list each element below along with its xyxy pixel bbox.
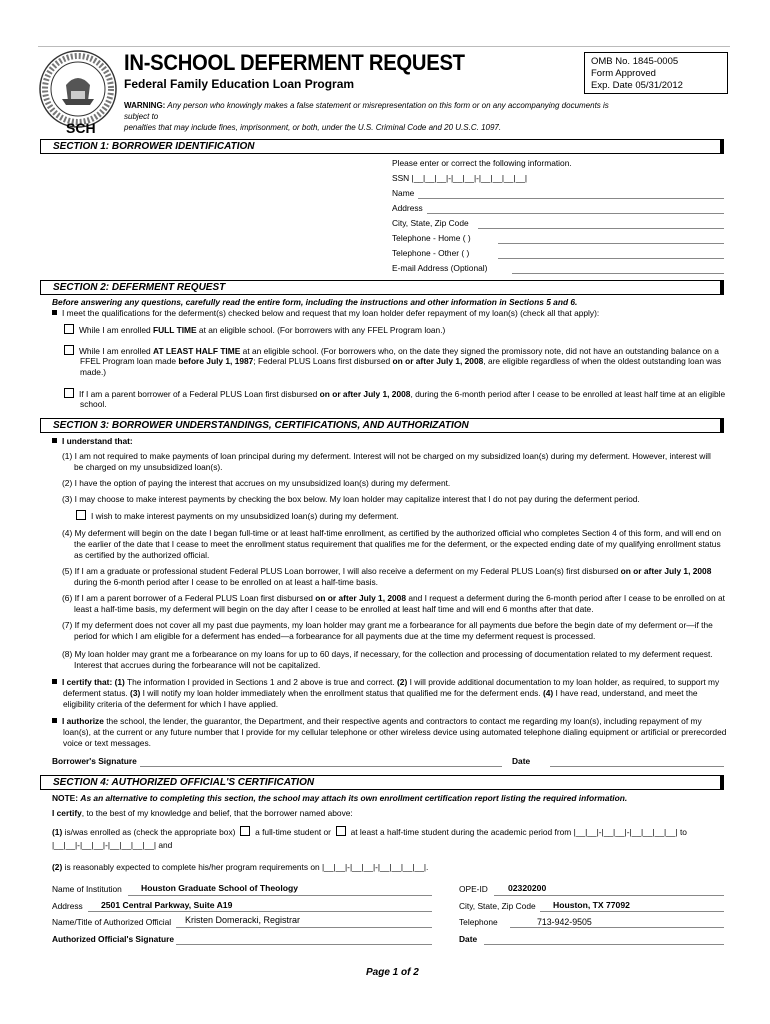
item-6-text-end: and I request a deferment during the 6-month period after I cease to be enrolled on at: [406, 593, 725, 603]
city-4-label: City, State, Zip Code: [459, 901, 536, 911]
bullet-icon: [52, 679, 57, 684]
telephone-4-label: Telephone: [459, 917, 498, 927]
authorize-text-1: the school, the lender, the guarantor, the Department, and their respective agents and contractors to contact me regarding my loan(s), including repayment of my: [103, 716, 702, 726]
authorize-bold: I authorize: [62, 716, 104, 726]
borrower-signature-field[interactable]: [140, 766, 502, 767]
email-field[interactable]: [512, 273, 724, 274]
city-state-zip-field[interactable]: [478, 228, 724, 229]
official-date-field[interactable]: [484, 944, 724, 945]
city-state-zip-label: City, State, Zip Code: [392, 218, 469, 228]
bullet-icon: [52, 718, 57, 723]
item-7-line2: period for which I am eligible for a deferment has ended—a forbearance for all payments due at the time my deferment request is processed.: [74, 631, 596, 641]
expiration-date: Exp. Date 05/31/2012: [591, 80, 683, 91]
email-label: E-mail Address (Optional): [392, 263, 488, 273]
ope-id-line: [494, 895, 724, 896]
ope-id-label: OPE-ID: [459, 884, 488, 894]
item-4-line1: (4) My deferment will begin on the date I began full-time or at least half-time enrollment, as certified by the authorized official who completes Section 4 of this form, and will end on: [62, 528, 722, 538]
item-5-bold: on or after July 1, 2008: [620, 566, 712, 576]
item-1-line2: be charged on my unsubsidized loan(s).: [74, 462, 223, 472]
warning-label: WARNING:: [124, 101, 166, 110]
note-text: As an alternative to completing this section, the school may attach its own enrollment certification report listing the required information.: [80, 793, 628, 803]
opt2-line2-d: on or after July 1, 2008: [392, 356, 484, 366]
opt2-line2-c: ; Federal PLUS Loans first disbursed: [253, 356, 393, 366]
telephone-4-line: [510, 927, 724, 928]
form-code: SCH: [66, 120, 96, 136]
form-title: IN-SCHOOL DEFERMENT REQUEST: [124, 50, 465, 75]
certify-bold: I certify that: (1): [62, 677, 125, 687]
authorize-line3: voice or text messages.: [63, 738, 151, 748]
section-4-note: [52, 793, 627, 804]
telephone-home-field[interactable]: [498, 243, 724, 244]
half-time-student-label: at least a half-time student during the academic period from |__|__|-|__|__|-|__|__|__|__| to: [350, 827, 687, 837]
form-subtitle: Federal Family Education Loan Program: [124, 77, 355, 91]
certify-line1: [52, 677, 719, 688]
interest-payment-checkbox[interactable]: [76, 510, 86, 520]
opt3-bold: on or after July 1, 2008: [319, 389, 411, 399]
opt3-text: If I am a parent borrower of a Federal PLUS Loan first disbursed: [79, 389, 320, 399]
opt3-text-end: , during the 6-month period after I cease to be enrolled at least half time at an eligible: [410, 389, 726, 399]
note-label: NOTE:: [52, 793, 81, 803]
item-4-line3: as certified by the authorized official.: [74, 550, 210, 560]
item-1-line1: (1) I am not required to make payments of loan principal during my deferment. Interest will not be charged on my subsidized loan(s) during my deferment. However, interest will: [62, 451, 711, 461]
enrollment-num-1: (1): [52, 827, 63, 837]
item-5-line2: during the 6-month period after I cease to be enrolled on at least a half-time basis.: [74, 577, 379, 587]
telephone-other-label: Telephone - Other ( ): [392, 248, 470, 258]
opt1-text: While I am enrolled: [79, 325, 154, 335]
city-4-value[interactable]: Houston, TX 77092: [553, 900, 630, 910]
enrollment-line1: [52, 826, 687, 838]
opt2-line2-a: FFEL Program loan made: [80, 356, 179, 366]
warning-text: [124, 100, 624, 133]
item-8-line1: (8) My loan holder may grant me a forbearance on my loans for up to 60 days, if necessary, for the collection and processing of documentation related to my deferment request.: [62, 649, 713, 659]
warning-line-1: Any person who knowingly makes a false statement or misrepresentation on this form or on any accompanying documents is subject to: [124, 101, 609, 121]
interest-payment-text: I wish to make interest payments on my unsubsidized loan(s) during my deferment.: [91, 511, 399, 521]
address-4-label: Address: [52, 901, 83, 911]
certify-num-2: (2): [397, 677, 408, 687]
item-5-line1: [62, 566, 711, 577]
item-7-line1: (7) If my deferment does not cover all my past due payments, my loan holder may grant me a forbearance for all payments due before the begin date of my deferment or—if the: [62, 620, 713, 630]
half-time-option-line3: made.): [80, 367, 107, 377]
completion-text: is reasonably expected to complete his/her program requirements on |__|__|-|__|__|-|__|__|__|__|.: [62, 862, 429, 872]
warning-line-2: penalties that may include fines, imprisonment, or both, under the U.S. Criminal Code and 20 U.S.C. 1097.: [124, 123, 502, 132]
telephone-4-value[interactable]: 713-942-9505: [537, 917, 592, 927]
item-5-text: (5) If I am a graduate or professional student Federal PLUS Loan borrower, I will also receive a deferment on my Federal PLUS Loan(s) first disbursed: [62, 566, 621, 576]
certify-text-5: I have read, understand, and meet the: [553, 688, 698, 698]
borrower-signature-label: Borrower's Signature: [52, 756, 137, 766]
certify-line3: eligibility criteria of the deferment for which I have applied.: [63, 699, 279, 709]
address-label: Address: [392, 203, 423, 213]
i-understand: [52, 436, 133, 447]
certify-text-4: I will notify my loan holder immediately when the enrollment status that qualified me for the deferment ends.: [140, 688, 543, 698]
omb-box: [584, 52, 728, 94]
full-time-student-checkbox[interactable]: [240, 826, 250, 836]
opt1-text-end: at an eligible school. (For borrowers with any FFEL Program loan.): [196, 325, 446, 335]
section-4-certify: [52, 808, 353, 819]
opt2-text: While I am enrolled: [79, 346, 154, 356]
opt1-bold: FULL TIME: [153, 325, 197, 335]
item-3: (3) I may choose to make interest payments by checking the box below. My loan holder may capitalize interest that I do not pay during the deferment period.: [62, 494, 640, 504]
authorize-line2: loan(s), at the current or any future number that I provide for my cellular telephone or other wireless device using automated telephone dialing equipment or artificial or prerecorded: [63, 727, 727, 737]
certify-text: , to the best of my knowledge and belief, that the borrower named above:: [81, 808, 353, 818]
department-of-education-seal: [38, 49, 118, 129]
enrollment-text: is/was enrolled as (check the appropriate box): [62, 827, 236, 837]
qualify-text: I meet the qualifications for the deferment(s) checked below and request that my loan holder defer repayment of my loan(s) (check all that apply):: [62, 308, 600, 318]
ope-id-value[interactable]: 02320200: [508, 883, 547, 893]
item-4-line2: the earlier of the date that I cease to meet the enrollment status requirement that qualifies me for the deferment, or the expected ending date of my qualifying enrollment status: [74, 539, 721, 549]
official-name-line: [176, 927, 432, 928]
full-time-checkbox[interactable]: [64, 324, 74, 334]
section-4-header: SECTION 4: AUTHORIZED OFFICIAL'S CERTIFICATION: [40, 775, 724, 790]
borrower-date-label: Date: [512, 756, 531, 766]
official-name-value[interactable]: Kristen Domeracki, Registrar: [185, 915, 301, 925]
item-6-line2: least a half-time basis, my deferment will begin on the day after I cease to be enrolled at least half time and will end 6 months after that date.: [74, 604, 594, 614]
official-signature-field[interactable]: [176, 944, 432, 945]
parent-plus-option-line2: school.: [80, 399, 107, 409]
certify-line2: [63, 688, 698, 699]
certify-text-1: The information I provided in Sections 1 and 2 above is true and correct.: [124, 677, 398, 687]
opt2-line2-e: , are eligible regardless of when the oldest outstanding loan was: [483, 356, 722, 366]
institution-label: Name of Institution: [52, 884, 122, 894]
item-6-text: (6) If I am a parent borrower of a Federal PLUS Loan first disbursed: [62, 593, 316, 603]
interest-payment-option[interactable]: [76, 510, 399, 522]
official-signature-label: Authorized Official's Signature: [52, 934, 175, 944]
section-3-header: SECTION 3: BORROWER UNDERSTANDINGS, CERTIFICATIONS, AND AUTHORIZATION: [40, 418, 724, 433]
official-name-label: Name/Title of Authorized Official: [52, 917, 172, 927]
form-approved: Form Approved: [591, 68, 656, 79]
item-8-line2: Interest that accrues during the forbearance will not be capitalized.: [74, 660, 321, 670]
name-field[interactable]: [418, 198, 724, 199]
borrower-date-field[interactable]: [550, 766, 724, 767]
telephone-other-field[interactable]: [498, 258, 724, 259]
certify-text-2: I will provide additional documentation to my loan holder, as required, to support my: [407, 677, 720, 687]
opt2-bold: AT LEAST HALF TIME: [153, 346, 241, 356]
official-date-label: Date: [459, 934, 478, 944]
address-4-value[interactable]: 2501 Central Parkway, Suite A19: [101, 900, 233, 910]
item-6-line1: [62, 593, 725, 604]
section-2-header: SECTION 2: DEFERMENT REQUEST: [40, 280, 724, 295]
understand-text: I understand that:: [62, 436, 133, 446]
full-time-student-label: a full-time student or: [255, 827, 331, 837]
item-2: (2) I have the option of paying the interest that accrues on my unsubsidized loan(s) during my deferment.: [62, 478, 451, 488]
authorize-line1: [52, 716, 702, 727]
name-label: Name: [392, 188, 415, 198]
address-field[interactable]: [427, 213, 724, 214]
full-time-option[interactable]: [64, 324, 445, 336]
telephone-home-label: Telephone - Home ( ): [392, 233, 471, 243]
section-1-header: SECTION 1: BORROWER IDENTIFICATION: [40, 139, 724, 154]
address-4-line: [88, 911, 432, 912]
completion-num: (2): [52, 862, 63, 872]
omb-number: OMB No. 1845-0005: [591, 56, 679, 67]
certify-num-3: (3): [130, 688, 141, 698]
half-time-student-checkbox[interactable]: [336, 826, 346, 836]
half-time-checkbox[interactable]: [64, 345, 74, 355]
enrollment-line2[interactable]: |__|__|-|__|__|-|__|__|__|__| and: [52, 840, 173, 850]
ssn-field[interactable]: SSN |__|__|__|-|__|__|-|__|__|__|__|: [392, 173, 528, 183]
section-2-qualify: [52, 308, 599, 319]
bullet-icon: [52, 310, 57, 315]
institution-value[interactable]: Houston Graduate School of Theology: [141, 883, 299, 893]
half-time-option-line2: [80, 356, 721, 367]
opt2-text-end: at an eligible school. (For borrowers who, on the date they signed the promissory note, did not have an outstanding balance on a: [240, 346, 719, 356]
completion-line: [52, 862, 428, 873]
top-rule: [38, 46, 730, 47]
certify-label: I certify: [52, 808, 82, 818]
bullet-icon: [52, 438, 57, 443]
certify-text-3: deferment status.: [63, 688, 131, 698]
page-number: Page 1 of 2: [366, 967, 419, 978]
section-2-intro: Before answering any questions, carefully read the entire form, including the instructions and other information in Sections 5 and 6.: [52, 297, 578, 307]
city-4-line: [540, 911, 724, 912]
parent-plus-checkbox[interactable]: [64, 388, 74, 398]
section-1-intro: Please enter or correct the following information.: [392, 158, 572, 168]
parent-plus-option[interactable]: [64, 388, 725, 400]
item-6-bold: on or after July 1, 2008: [315, 593, 407, 603]
certify-num-4: (4): [542, 688, 554, 698]
opt2-line2-b: before July 1, 1987: [178, 356, 254, 366]
institution-line: [128, 895, 432, 896]
